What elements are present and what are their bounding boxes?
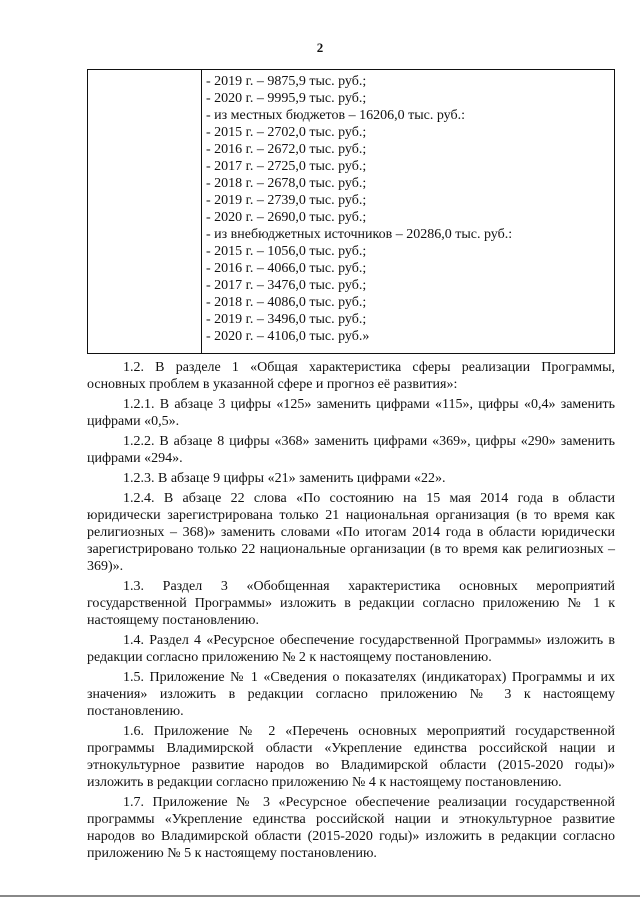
paragraph-1-3: 1.3. Раздел 3 «Обобщенная характеристика основных мероприятий государственной Программы» изложить в редакции согласно приложению № 1 к настоящему постановлению.: [87, 579, 615, 628]
scan-edge-line: [0, 895, 640, 897]
funding-line: - 2020 г. – 4106,0 тыс. руб.»: [206, 329, 370, 344]
funding-line: - 2018 г. – 4086,0 тыс. руб.;: [206, 295, 367, 310]
funding-table-values-cell: [202, 73, 614, 353]
funding-line: - из местных бюджетов – 16206,0 тыс. руб.:: [206, 108, 465, 123]
funding-line: - 2015 г. – 2702,0 тыс. руб.;: [206, 125, 367, 140]
funding-line: - 2019 г. – 2739,0 тыс. руб.;: [206, 193, 367, 208]
funding-line: - 2017 г. – 3476,0 тыс. руб.;: [206, 278, 367, 293]
funding-line: - из внебюджетных источников – 20286,0 тыс. руб.:: [206, 227, 513, 242]
funding-line: - 2019 г. – 3496,0 тыс. руб.;: [206, 312, 367, 327]
funding-line: - 2020 г. – 2690,0 тыс. руб.;: [206, 210, 367, 225]
funding-line: - 2018 г. – 2678,0 тыс. руб.;: [206, 176, 367, 191]
funding-line: - 2016 г. – 2672,0 тыс. руб.;: [206, 142, 367, 157]
amendments-text: [87, 359, 615, 865]
funding-table: [87, 69, 615, 354]
funding-line: - 2016 г. – 4066,0 тыс. руб.;: [206, 261, 367, 276]
paragraph-1-2-3: 1.2.3. В абзаце 9 цифры «21» заменить цифрами «22».: [123, 471, 446, 486]
paragraph-1-7: 1.7. Приложение № 3 «Ресурсное обеспечение реализации государственной программы «Укрепление единства российской нации и этнокультурное развитие народов во Владимирской области (2015-2020 годы)» изложить в редакции согласно приложению № 5 к настоящему постановлению.: [87, 795, 615, 861]
page-number: 2: [316, 40, 324, 55]
paragraph-1-2-1: 1.2.1. В абзаце 3 цифры «125» заменить цифрами «115», цифры «0,4» заменить цифрами «0,5».: [87, 397, 615, 429]
paragraph-1-6: 1.6. Приложение № 2 «Перечень основных мероприятий государственной программы Владимирской области «Укрепление единства российской нации и этнокультурное развитие народов во Владимирской области (2015-2020 годы)» изложить в редакции согласно приложению № 4 к настоящему постановлению.: [87, 724, 615, 790]
paragraph-1-5: 1.5. Приложение № 1 «Сведения о показателях (индикаторах) Программы и их значения» изложить в редакции согласно приложению № 3 к настоящему постановлению.: [87, 670, 615, 719]
funding-line: - 2019 г. – 9875,9 тыс. руб.;: [206, 74, 367, 89]
paragraph-1-2: 1.2. В разделе 1 «Общая характеристика сферы реализации Программы, основных проблем в указанной сфере и прогноз её развития»:: [87, 360, 615, 392]
paragraph-1-2-2: 1.2.2. В абзаце 8 цифры «368» заменить цифрами «369», цифры «290» заменить цифрами «294».: [87, 434, 615, 466]
funding-table-label-cell: [88, 70, 202, 353]
funding-line: - 2015 г. – 1056,0 тыс. руб.;: [206, 244, 367, 259]
paragraph-1-2-4: 1.2.4. В абзаце 22 слова «По состоянию на 15 мая 2014 года в области юридически зарегистрирована только 21 национальная организация (в то время как религиозных – 368)» заменить словами «По итогам 2014 года в области юридически зарегистрировано только 22 национальные организации (в то время как религиозных – 369)».: [87, 491, 615, 574]
paragraph-1-4: 1.4. Раздел 4 «Ресурсное обеспечение государственной Программы» изложить в редакции согласно приложению № 2 к настоящему постановлению.: [87, 633, 615, 665]
funding-line: - 2020 г. – 9995,9 тыс. руб.;: [206, 91, 367, 106]
funding-line: - 2017 г. – 2725,0 тыс. руб.;: [206, 159, 367, 174]
